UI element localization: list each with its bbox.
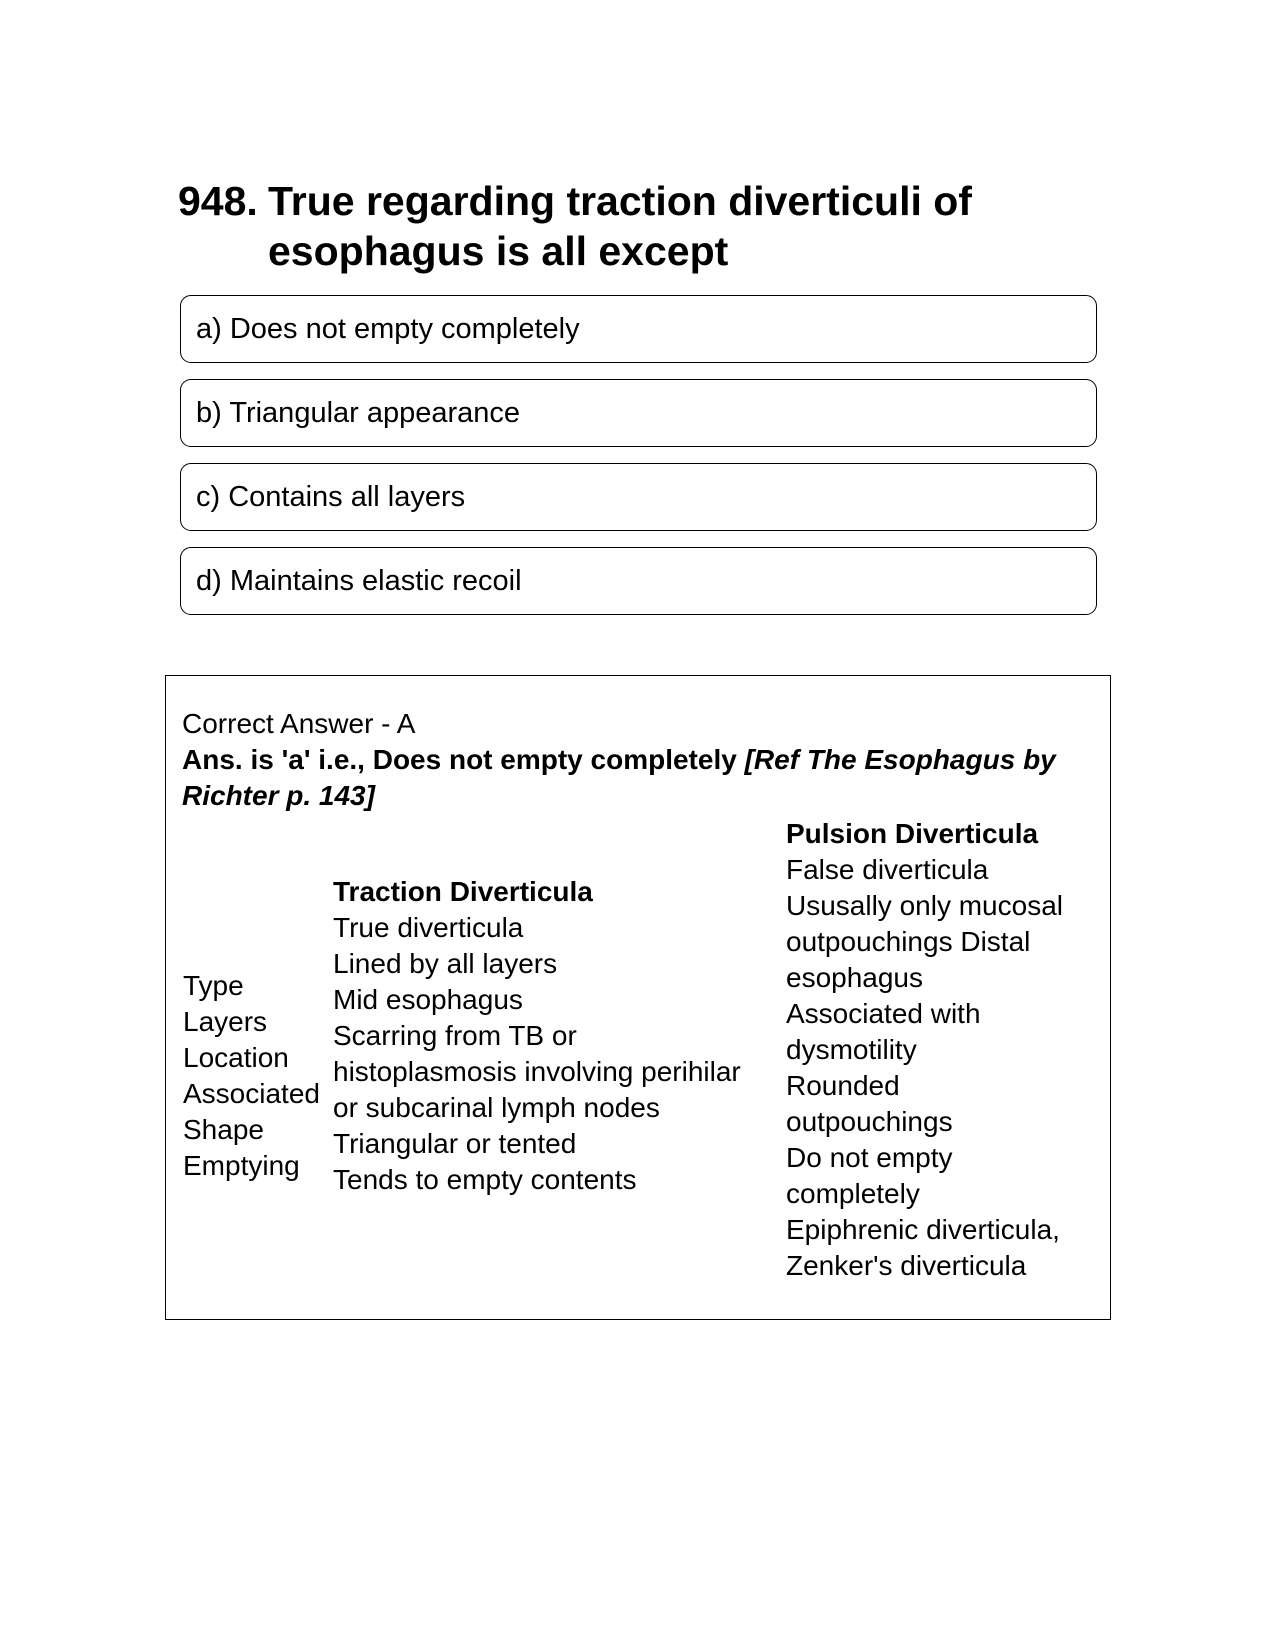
- pulsion-column: [786, 816, 1096, 1284]
- pulsion-cell: Do not empty: [786, 1142, 953, 1173]
- answer-explanation: Ans. is 'a' i.e., Does not empty completely: [182, 744, 737, 775]
- traction-header: Traction Diverticula: [333, 876, 593, 907]
- pulsion-header: Pulsion Diverticula: [786, 818, 1039, 849]
- answer-text: [182, 706, 1082, 814]
- question-number: 948.: [178, 178, 258, 224]
- traction-cell: Scarring from TB or: [333, 1020, 577, 1051]
- traction-cell: Triangular or tented: [333, 1128, 577, 1159]
- row-label: Emptying: [183, 1150, 300, 1181]
- option-b[interactable]: b) Triangular appearance: [180, 379, 1097, 447]
- pulsion-cell: Ususally only mucosal: [786, 890, 1063, 921]
- question-text: True regarding traction diverticuli of esophagus is all except: [268, 178, 972, 274]
- option-a[interactable]: a) Does not empty completely: [180, 295, 1097, 363]
- options-list: [180, 295, 1097, 631]
- pulsion-cell: Zenker's diverticula: [786, 1250, 1027, 1281]
- option-d[interactable]: d) Maintains elastic recoil: [180, 547, 1097, 615]
- pulsion-cell: completely: [786, 1178, 920, 1209]
- traction-cell: or subcarinal lymph nodes: [333, 1092, 660, 1123]
- row-label: Associated: [183, 1078, 320, 1109]
- answer-reference: [Ref The Esophagus by Richter p. 143]: [182, 744, 1056, 811]
- row-label: Type: [183, 970, 244, 1001]
- pulsion-cell: dysmotility: [786, 1034, 917, 1065]
- answer-box: [165, 675, 1111, 1320]
- traction-cell: histoplasmosis involving perihilar: [333, 1056, 741, 1087]
- answer-explanation-line: [182, 742, 1082, 814]
- pulsion-cell: False diverticula: [786, 854, 989, 885]
- option-c[interactable]: c) Contains all layers: [180, 463, 1097, 531]
- correct-answer: Correct Answer - A: [182, 708, 416, 739]
- row-labels-column: [183, 816, 333, 1284]
- pulsion-cell: Rounded: [786, 1070, 900, 1101]
- traction-cell: Tends to empty contents: [333, 1164, 637, 1195]
- row-label: Location: [183, 1042, 289, 1073]
- traction-column: [333, 816, 786, 1284]
- pulsion-cell: Associated with: [786, 998, 981, 1029]
- pulsion-cell: esophagus: [786, 962, 924, 993]
- traction-cell: Lined by all layers: [333, 948, 558, 979]
- comparison-table: [183, 816, 1096, 1284]
- traction-cell: True diverticula: [333, 912, 524, 943]
- row-label: Layers: [183, 1006, 268, 1037]
- traction-cell: Mid esophagus: [333, 984, 523, 1015]
- row-label: Shape: [183, 1114, 264, 1145]
- pulsion-cell: Epiphrenic diverticula,: [786, 1214, 1060, 1245]
- pulsion-cell: outpouchings: [786, 1106, 953, 1137]
- question-heading: [178, 176, 1058, 276]
- pulsion-cell: outpouchings Distal: [786, 926, 1031, 957]
